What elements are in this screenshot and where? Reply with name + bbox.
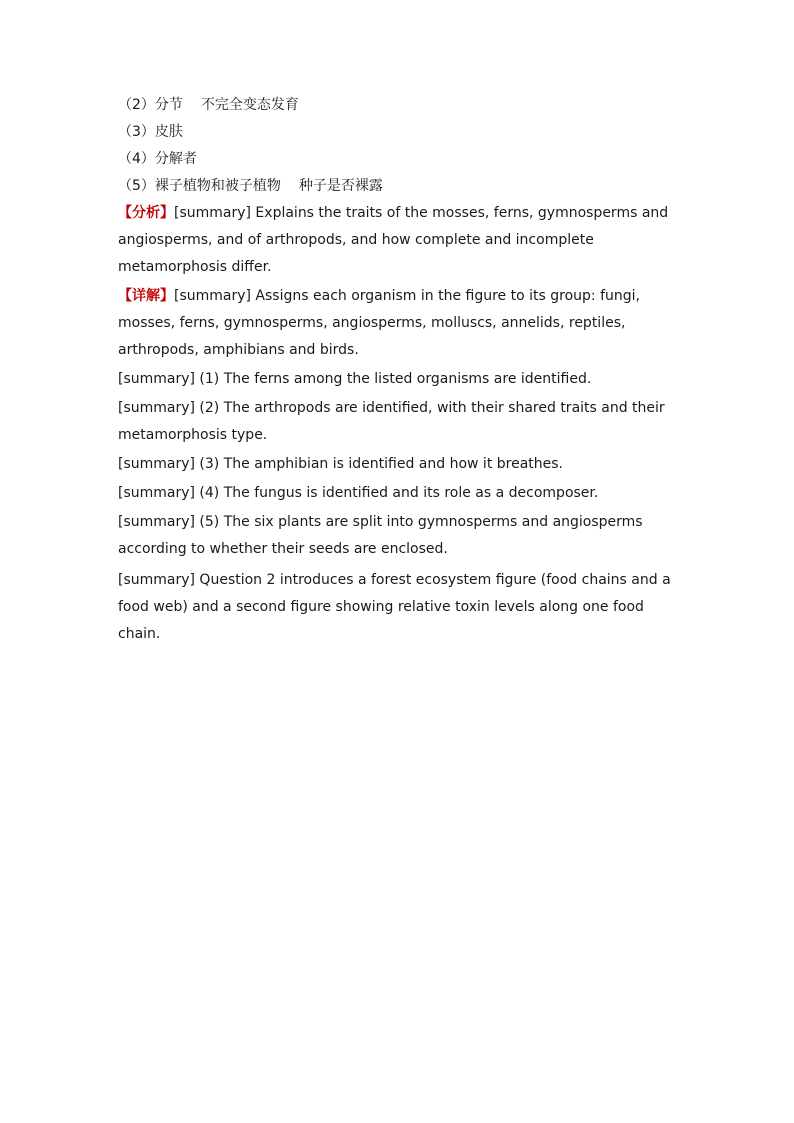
detail-summary: [summary] Assigns each organism in the figure to its group: fungi, mosses, ferns, gymnosperms, angiosperms, molluscs, annelids, reptiles, arthropods, amphibians and birds.	[118, 288, 640, 358]
analysis-paragraph	[118, 200, 678, 281]
detail-paragraph	[118, 283, 678, 364]
detail-item: [summary] (3) The amphibian is identified and how it breathes.	[118, 456, 563, 472]
answer-line: （4）分解者	[118, 151, 197, 167]
analysis-summary: [summary] Explains the traits of the mosses, ferns, gymnosperms and angiosperms, and of arthropods, and how complete and incomplete metamorphosis differ.	[118, 205, 669, 275]
answer-line: （3）皮肤	[118, 124, 183, 140]
detail-item: [summary] (1) The ferns among the listed organisms are identified.	[118, 371, 592, 387]
detail-item: [summary] (2) The arthropods are identified, with their shared traits and their metamorphosis type.	[118, 400, 665, 443]
detail-item: [summary] (5) The six plants are split into gymnosperms and angiosperms according to whether their seeds are enclosed.	[118, 514, 643, 557]
answer-line: （2）分节 不完全变态发育	[118, 97, 299, 113]
question-2: [summary] Question 2 introduces a forest ecosystem figure (food chains and a food web) and a second figure showing relative toxin levels along one food chain.	[118, 572, 671, 642]
answer-line: （5）裸子植物和被子植物 种子是否裸露	[118, 178, 383, 194]
document-page	[118, 92, 678, 650]
analysis-tag: 【分析】	[118, 205, 174, 221]
detail-tag: 【详解】	[118, 288, 174, 304]
detail-item: [summary] (4) The fungus is identified and its role as a decomposer.	[118, 485, 599, 501]
